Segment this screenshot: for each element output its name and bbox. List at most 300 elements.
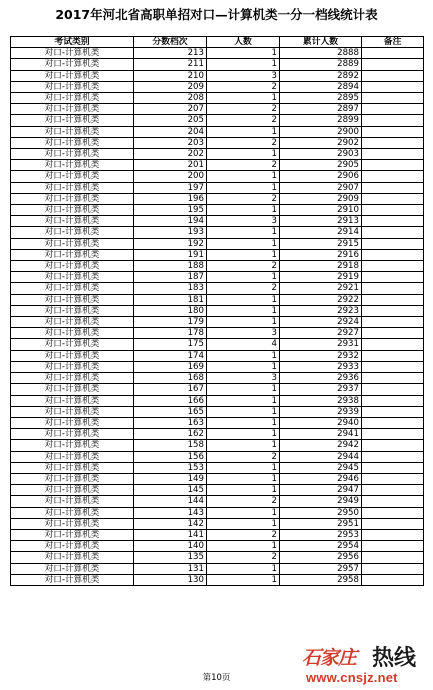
cell-cumulative: 2916 bbox=[280, 249, 362, 260]
cell-remarks bbox=[362, 70, 424, 81]
cell-remarks bbox=[362, 373, 424, 384]
cell-count: 2 bbox=[207, 193, 280, 204]
cell-score: 195 bbox=[134, 205, 207, 216]
table-row bbox=[11, 193, 424, 204]
cell-category: 对口-计算机类 bbox=[11, 81, 134, 92]
cell-category: 对口-计算机类 bbox=[11, 563, 134, 574]
cell-score: 193 bbox=[134, 227, 207, 238]
table-row bbox=[11, 429, 424, 440]
cell-remarks bbox=[362, 451, 424, 462]
table-row bbox=[11, 249, 424, 260]
cell-cumulative: 2907 bbox=[280, 182, 362, 193]
page-title: 2017年河北省高职单招对口—计算机类一分一档线统计表 bbox=[55, 7, 378, 22]
table-row bbox=[11, 473, 424, 484]
cell-category: 对口-计算机类 bbox=[11, 462, 134, 473]
cell-remarks bbox=[362, 417, 424, 428]
table-row bbox=[11, 216, 424, 227]
cell-cumulative: 2922 bbox=[280, 294, 362, 305]
cell-category: 对口-计算机类 bbox=[11, 283, 134, 294]
cell-category: 对口-计算机类 bbox=[11, 473, 134, 484]
cell-score: 158 bbox=[134, 440, 207, 451]
cell-cumulative: 2906 bbox=[280, 171, 362, 182]
cell-category: 对口-计算机类 bbox=[11, 440, 134, 451]
cell-count: 3 bbox=[207, 373, 280, 384]
cell-cumulative: 2944 bbox=[280, 451, 362, 462]
cell-remarks bbox=[362, 104, 424, 115]
watermark-url: www.cnsjz.net bbox=[306, 670, 398, 685]
cell-remarks bbox=[362, 574, 424, 585]
cell-cumulative: 2946 bbox=[280, 473, 362, 484]
cell-score: 183 bbox=[134, 283, 207, 294]
cell-count: 1 bbox=[207, 294, 280, 305]
cell-score: 188 bbox=[134, 261, 207, 272]
cell-category: 对口-计算机类 bbox=[11, 417, 134, 428]
table-row bbox=[11, 462, 424, 473]
table-row bbox=[11, 518, 424, 529]
cell-category: 对口-计算机类 bbox=[11, 182, 134, 193]
cell-category: 对口-计算机类 bbox=[11, 70, 134, 81]
cell-count: 1 bbox=[207, 227, 280, 238]
cell-score: 200 bbox=[134, 171, 207, 182]
cell-cumulative: 2949 bbox=[280, 496, 362, 507]
cell-cumulative: 2888 bbox=[280, 48, 362, 59]
cell-score: 145 bbox=[134, 485, 207, 496]
table-row bbox=[11, 485, 424, 496]
cell-cumulative: 2889 bbox=[280, 59, 362, 70]
cell-category: 对口-计算机类 bbox=[11, 406, 134, 417]
cell-count: 1 bbox=[207, 406, 280, 417]
cell-count: 1 bbox=[207, 485, 280, 496]
cell-remarks bbox=[362, 305, 424, 316]
cell-category: 对口-计算机类 bbox=[11, 552, 134, 563]
cell-score: 163 bbox=[134, 417, 207, 428]
cell-category: 对口-计算机类 bbox=[11, 350, 134, 361]
cell-score: 166 bbox=[134, 395, 207, 406]
table-row bbox=[11, 182, 424, 193]
cell-score: 140 bbox=[134, 541, 207, 552]
cell-category: 对口-计算机类 bbox=[11, 205, 134, 216]
cell-category: 对口-计算机类 bbox=[11, 171, 134, 182]
cell-remarks bbox=[362, 59, 424, 70]
cell-count: 2 bbox=[207, 160, 280, 171]
cell-remarks bbox=[362, 272, 424, 283]
cell-score: 174 bbox=[134, 350, 207, 361]
table-row bbox=[11, 70, 424, 81]
cell-score: 175 bbox=[134, 339, 207, 350]
table-row bbox=[11, 81, 424, 92]
table-row bbox=[11, 160, 424, 171]
cell-score: 141 bbox=[134, 529, 207, 540]
cell-count: 1 bbox=[207, 317, 280, 328]
cell-count: 1 bbox=[207, 574, 280, 585]
cell-count: 1 bbox=[207, 541, 280, 552]
cell-category: 对口-计算机类 bbox=[11, 272, 134, 283]
cell-count: 1 bbox=[207, 563, 280, 574]
table-row bbox=[11, 417, 424, 428]
cell-remarks bbox=[362, 261, 424, 272]
cell-count: 3 bbox=[207, 328, 280, 339]
cell-remarks bbox=[362, 283, 424, 294]
cell-remarks bbox=[362, 507, 424, 518]
cell-score: 178 bbox=[134, 328, 207, 339]
cell-score: 130 bbox=[134, 574, 207, 585]
cell-cumulative: 2918 bbox=[280, 261, 362, 272]
cell-cumulative: 2954 bbox=[280, 541, 362, 552]
cell-score: 135 bbox=[134, 552, 207, 563]
cell-score: 197 bbox=[134, 182, 207, 193]
cell-count: 1 bbox=[207, 305, 280, 316]
cell-score: 207 bbox=[134, 104, 207, 115]
cell-cumulative: 2940 bbox=[280, 417, 362, 428]
cell-score: 153 bbox=[134, 462, 207, 473]
cell-count: 1 bbox=[207, 93, 280, 104]
cell-score: 168 bbox=[134, 373, 207, 384]
cell-remarks bbox=[362, 115, 424, 126]
cell-remarks bbox=[362, 171, 424, 182]
cell-remarks bbox=[362, 529, 424, 540]
cell-category: 对口-计算机类 bbox=[11, 451, 134, 462]
table-row bbox=[11, 574, 424, 585]
table-row bbox=[11, 361, 424, 372]
cell-count: 2 bbox=[207, 529, 280, 540]
cell-category: 对口-计算机类 bbox=[11, 104, 134, 115]
cell-cumulative: 2910 bbox=[280, 205, 362, 216]
cell-remarks bbox=[362, 462, 424, 473]
cell-score: 144 bbox=[134, 496, 207, 507]
cell-score: 187 bbox=[134, 272, 207, 283]
cell-cumulative: 2931 bbox=[280, 339, 362, 350]
cell-category: 对口-计算机类 bbox=[11, 48, 134, 59]
cell-remarks bbox=[362, 552, 424, 563]
cell-category: 对口-计算机类 bbox=[11, 529, 134, 540]
cell-cumulative: 2895 bbox=[280, 93, 362, 104]
table-row bbox=[11, 104, 424, 115]
cell-category: 对口-计算机类 bbox=[11, 373, 134, 384]
cell-cumulative: 2919 bbox=[280, 272, 362, 283]
cell-category: 对口-计算机类 bbox=[11, 384, 134, 395]
cell-cumulative: 2899 bbox=[280, 115, 362, 126]
cell-count: 1 bbox=[207, 48, 280, 59]
table-row bbox=[11, 317, 424, 328]
cell-remarks bbox=[362, 48, 424, 59]
cell-score: 209 bbox=[134, 81, 207, 92]
cell-cumulative: 2939 bbox=[280, 406, 362, 417]
cell-remarks bbox=[362, 317, 424, 328]
cell-cumulative: 2913 bbox=[280, 216, 362, 227]
cell-count: 1 bbox=[207, 182, 280, 193]
cell-count: 2 bbox=[207, 104, 280, 115]
cell-score: 156 bbox=[134, 451, 207, 462]
cell-category: 对口-计算机类 bbox=[11, 93, 134, 104]
cell-category: 对口-计算机类 bbox=[11, 216, 134, 227]
cell-count: 1 bbox=[207, 429, 280, 440]
cell-remarks bbox=[362, 541, 424, 552]
cell-category: 对口-计算机类 bbox=[11, 227, 134, 238]
cell-category: 对口-计算机类 bbox=[11, 507, 134, 518]
cell-count: 1 bbox=[207, 440, 280, 451]
cell-category: 对口-计算机类 bbox=[11, 160, 134, 171]
cell-remarks bbox=[362, 429, 424, 440]
cell-score: 204 bbox=[134, 126, 207, 137]
watermark-suffix: 热线 bbox=[372, 646, 417, 671]
cell-category: 对口-计算机类 bbox=[11, 361, 134, 372]
cell-score: 194 bbox=[134, 216, 207, 227]
table-row bbox=[11, 384, 424, 395]
cell-remarks bbox=[362, 361, 424, 372]
cell-cumulative: 2897 bbox=[280, 104, 362, 115]
cell-score: 208 bbox=[134, 93, 207, 104]
cell-count: 2 bbox=[207, 115, 280, 126]
cell-category: 对口-计算机类 bbox=[11, 294, 134, 305]
table-row bbox=[11, 507, 424, 518]
cell-category: 对口-计算机类 bbox=[11, 126, 134, 137]
cell-cumulative: 2921 bbox=[280, 283, 362, 294]
table-row bbox=[11, 339, 424, 350]
cell-count: 1 bbox=[207, 205, 280, 216]
cell-category: 对口-计算机类 bbox=[11, 395, 134, 406]
cell-category: 对口-计算机类 bbox=[11, 339, 134, 350]
cell-category: 对口-计算机类 bbox=[11, 149, 134, 160]
cell-category: 对口-计算机类 bbox=[11, 115, 134, 126]
cell-cumulative: 2951 bbox=[280, 518, 362, 529]
cell-remarks bbox=[362, 216, 424, 227]
cell-count: 2 bbox=[207, 81, 280, 92]
cell-cumulative: 2900 bbox=[280, 126, 362, 137]
table-row bbox=[11, 541, 424, 552]
cell-score: 179 bbox=[134, 317, 207, 328]
cell-score: 180 bbox=[134, 305, 207, 316]
cell-remarks bbox=[362, 518, 424, 529]
cell-category: 对口-计算机类 bbox=[11, 429, 134, 440]
cell-count: 1 bbox=[207, 361, 280, 372]
cell-cumulative: 2942 bbox=[280, 440, 362, 451]
table-row bbox=[11, 529, 424, 540]
cell-score: 142 bbox=[134, 518, 207, 529]
cell-count: 1 bbox=[207, 272, 280, 283]
cell-count: 1 bbox=[207, 149, 280, 160]
cell-score: 210 bbox=[134, 70, 207, 81]
cell-count: 3 bbox=[207, 216, 280, 227]
cell-remarks bbox=[362, 384, 424, 395]
cell-cumulative: 2957 bbox=[280, 563, 362, 574]
col-header-count: 人数 bbox=[207, 37, 280, 48]
cell-cumulative: 2932 bbox=[280, 350, 362, 361]
col-header-score: 分数档次 bbox=[134, 37, 207, 48]
table-row bbox=[11, 395, 424, 406]
cell-remarks bbox=[362, 339, 424, 350]
cell-score: 201 bbox=[134, 160, 207, 171]
cell-category: 对口-计算机类 bbox=[11, 137, 134, 148]
table-row bbox=[11, 59, 424, 70]
cell-count: 1 bbox=[207, 126, 280, 137]
page-number: 第10页 bbox=[202, 673, 231, 683]
cell-count: 4 bbox=[207, 339, 280, 350]
cell-count: 2 bbox=[207, 261, 280, 272]
cell-count: 3 bbox=[207, 70, 280, 81]
cell-score: 203 bbox=[134, 137, 207, 148]
cell-cumulative: 2947 bbox=[280, 485, 362, 496]
cell-remarks bbox=[362, 126, 424, 137]
cell-score: 205 bbox=[134, 115, 207, 126]
cell-remarks bbox=[362, 193, 424, 204]
cell-score: 169 bbox=[134, 361, 207, 372]
cell-count: 2 bbox=[207, 137, 280, 148]
cell-cumulative: 2941 bbox=[280, 429, 362, 440]
table-row bbox=[11, 227, 424, 238]
cell-remarks bbox=[362, 406, 424, 417]
table-row bbox=[11, 272, 424, 283]
cell-score: 181 bbox=[134, 294, 207, 305]
cell-category: 对口-计算机类 bbox=[11, 496, 134, 507]
col-header-category: 考试类别 bbox=[11, 37, 134, 48]
cell-category: 对口-计算机类 bbox=[11, 193, 134, 204]
cell-remarks bbox=[362, 473, 424, 484]
cell-cumulative: 2936 bbox=[280, 373, 362, 384]
cell-count: 1 bbox=[207, 518, 280, 529]
cell-remarks bbox=[362, 205, 424, 216]
cell-category: 对口-计算机类 bbox=[11, 59, 134, 70]
cell-count: 2 bbox=[207, 283, 280, 294]
cell-cumulative: 2950 bbox=[280, 507, 362, 518]
cell-count: 1 bbox=[207, 238, 280, 249]
cell-count: 1 bbox=[207, 59, 280, 70]
cell-remarks bbox=[362, 137, 424, 148]
table-row bbox=[11, 283, 424, 294]
cell-remarks bbox=[362, 563, 424, 574]
cell-cumulative: 2894 bbox=[280, 81, 362, 92]
table-row bbox=[11, 350, 424, 361]
col-header-remarks: 备注 bbox=[362, 37, 424, 48]
cell-count: 1 bbox=[207, 171, 280, 182]
cell-remarks bbox=[362, 350, 424, 361]
cell-cumulative: 2956 bbox=[280, 552, 362, 563]
cell-count: 1 bbox=[207, 384, 280, 395]
table-row bbox=[11, 451, 424, 462]
cell-cumulative: 2927 bbox=[280, 328, 362, 339]
table-row bbox=[11, 149, 424, 160]
table-row bbox=[11, 373, 424, 384]
cell-category: 对口-计算机类 bbox=[11, 541, 134, 552]
col-header-cumulative: 累计人数 bbox=[280, 37, 362, 48]
table-row bbox=[11, 48, 424, 59]
cell-score: 149 bbox=[134, 473, 207, 484]
cell-category: 对口-计算机类 bbox=[11, 305, 134, 316]
cell-cumulative: 2909 bbox=[280, 193, 362, 204]
table-row bbox=[11, 93, 424, 104]
cell-cumulative: 2902 bbox=[280, 137, 362, 148]
table-row bbox=[11, 126, 424, 137]
cell-remarks bbox=[362, 395, 424, 406]
cell-count: 1 bbox=[207, 462, 280, 473]
cell-category: 对口-计算机类 bbox=[11, 261, 134, 272]
cell-cumulative: 2892 bbox=[280, 70, 362, 81]
table-header-row bbox=[11, 37, 424, 48]
cell-score: 143 bbox=[134, 507, 207, 518]
cell-remarks bbox=[362, 485, 424, 496]
table-row bbox=[11, 205, 424, 216]
cell-cumulative: 2933 bbox=[280, 361, 362, 372]
cell-score: 213 bbox=[134, 48, 207, 59]
table-row bbox=[11, 563, 424, 574]
cell-remarks bbox=[362, 294, 424, 305]
cell-cumulative: 2953 bbox=[280, 529, 362, 540]
cell-cumulative: 2915 bbox=[280, 238, 362, 249]
cell-category: 对口-计算机类 bbox=[11, 317, 134, 328]
cell-remarks bbox=[362, 93, 424, 104]
cell-count: 2 bbox=[207, 496, 280, 507]
cell-remarks bbox=[362, 81, 424, 92]
cell-score: 202 bbox=[134, 149, 207, 160]
cell-category: 对口-计算机类 bbox=[11, 574, 134, 585]
table-row bbox=[11, 171, 424, 182]
cell-cumulative: 2937 bbox=[280, 384, 362, 395]
cell-score: 191 bbox=[134, 249, 207, 260]
cell-remarks bbox=[362, 227, 424, 238]
cell-count: 1 bbox=[207, 395, 280, 406]
cell-score: 162 bbox=[134, 429, 207, 440]
cell-cumulative: 2905 bbox=[280, 160, 362, 171]
cell-cumulative: 2923 bbox=[280, 305, 362, 316]
cell-category: 对口-计算机类 bbox=[11, 328, 134, 339]
cell-remarks bbox=[362, 440, 424, 451]
cell-remarks bbox=[362, 328, 424, 339]
cell-remarks bbox=[362, 149, 424, 160]
cell-cumulative: 2945 bbox=[280, 462, 362, 473]
table-row bbox=[11, 552, 424, 563]
score-table bbox=[10, 36, 424, 586]
cell-category: 对口-计算机类 bbox=[11, 238, 134, 249]
watermark-brand: 石家庄 bbox=[302, 647, 357, 669]
watermark-logo bbox=[302, 641, 430, 689]
cell-score: 167 bbox=[134, 384, 207, 395]
cell-remarks bbox=[362, 160, 424, 171]
cell-score: 211 bbox=[134, 59, 207, 70]
cell-score: 165 bbox=[134, 406, 207, 417]
cell-remarks bbox=[362, 182, 424, 193]
table-row bbox=[11, 294, 424, 305]
cell-category: 对口-计算机类 bbox=[11, 485, 134, 496]
table-row bbox=[11, 305, 424, 316]
cell-count: 2 bbox=[207, 552, 280, 563]
cell-remarks bbox=[362, 238, 424, 249]
cell-count: 1 bbox=[207, 473, 280, 484]
cell-count: 1 bbox=[207, 249, 280, 260]
cell-count: 1 bbox=[207, 507, 280, 518]
table-row bbox=[11, 261, 424, 272]
cell-score: 192 bbox=[134, 238, 207, 249]
table-row bbox=[11, 328, 424, 339]
cell-count: 1 bbox=[207, 350, 280, 361]
cell-cumulative: 2958 bbox=[280, 574, 362, 585]
table-row bbox=[11, 115, 424, 126]
cell-remarks bbox=[362, 249, 424, 260]
table-row bbox=[11, 440, 424, 451]
cell-cumulative: 2924 bbox=[280, 317, 362, 328]
table-row bbox=[11, 137, 424, 148]
table-row bbox=[11, 238, 424, 249]
cell-count: 1 bbox=[207, 417, 280, 428]
cell-remarks bbox=[362, 496, 424, 507]
cell-category: 对口-计算机类 bbox=[11, 518, 134, 529]
cell-cumulative: 2938 bbox=[280, 395, 362, 406]
cell-count: 2 bbox=[207, 451, 280, 462]
cell-cumulative: 2903 bbox=[280, 149, 362, 160]
cell-category: 对口-计算机类 bbox=[11, 249, 134, 260]
table-row bbox=[11, 406, 424, 417]
table-row bbox=[11, 496, 424, 507]
cell-score: 196 bbox=[134, 193, 207, 204]
cell-score: 131 bbox=[134, 563, 207, 574]
